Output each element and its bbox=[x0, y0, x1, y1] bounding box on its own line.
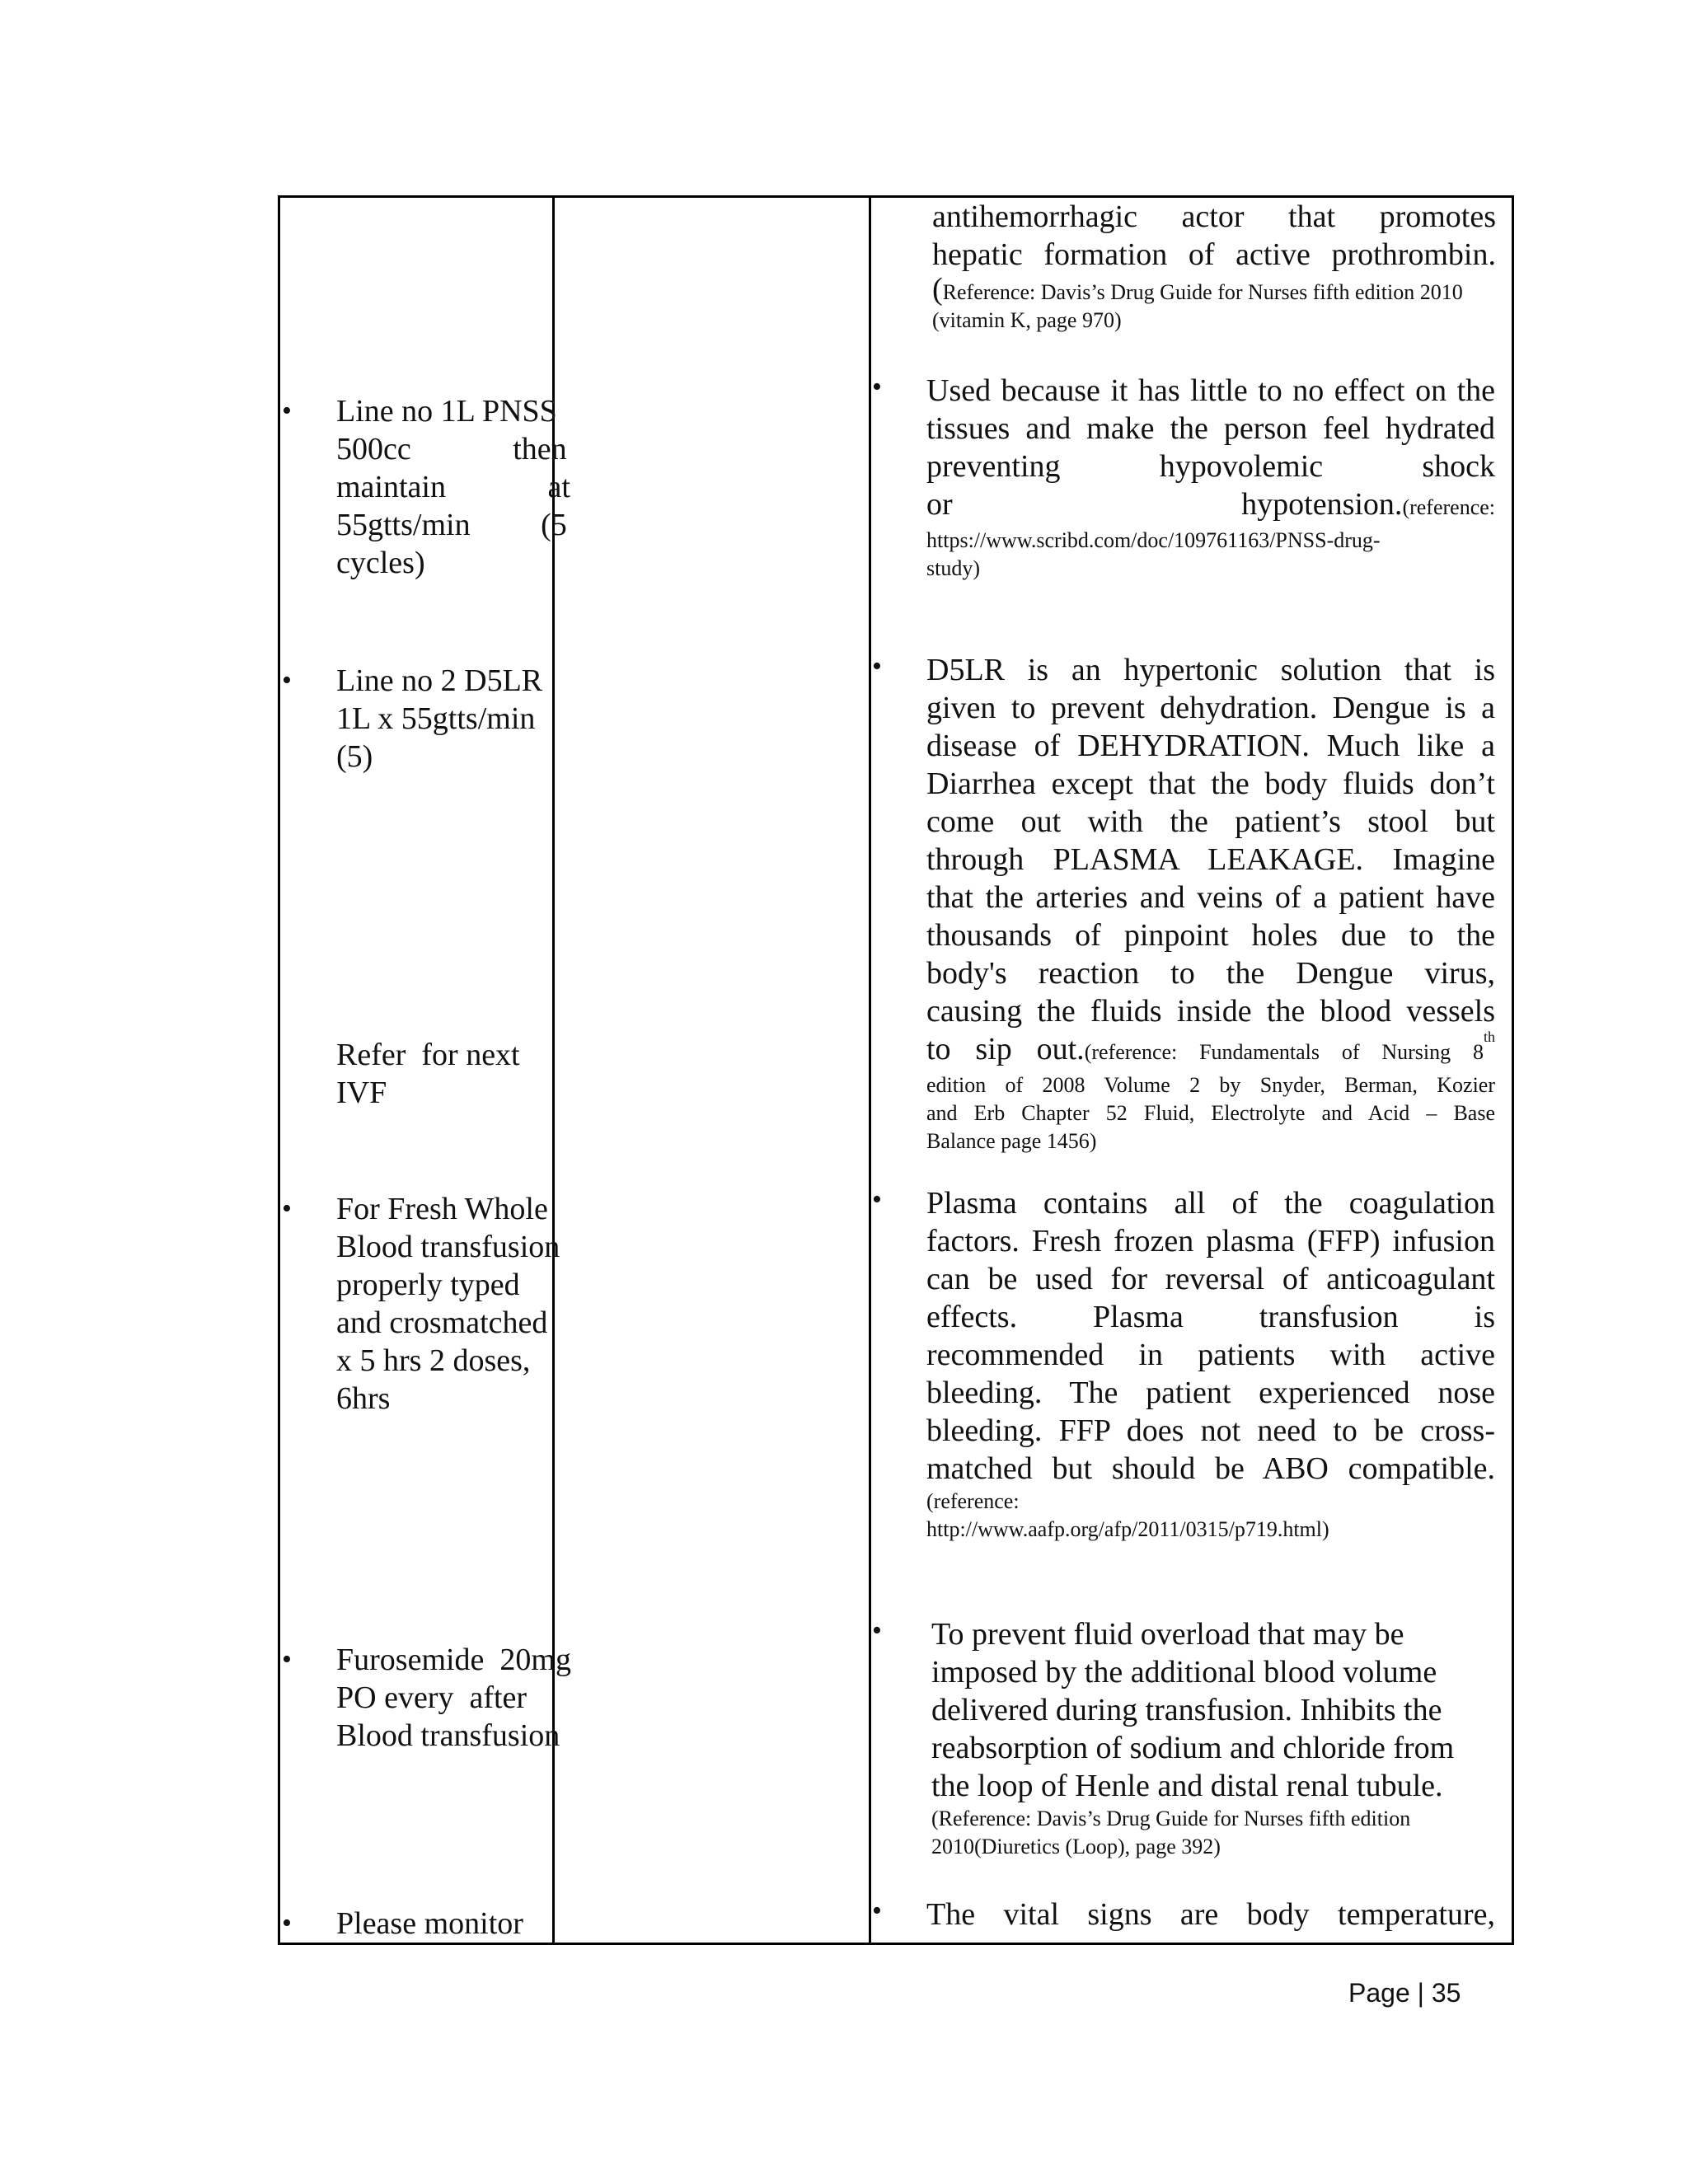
order-text: Please monitor bbox=[336, 1906, 523, 1941]
reference-line: edition of 2008 Volume 2 by Snyder, Berman, Kozier bbox=[926, 1073, 1495, 1097]
bullet-icon: • bbox=[872, 372, 882, 402]
reference-line: http://www.aafp.org/afp/2011/0315/p719.html) bbox=[926, 1517, 1329, 1541]
order-text: Refer for next IVF bbox=[336, 1038, 520, 1110]
rationale-line: disease of DEHYDRATION. Much like a bbox=[926, 729, 1495, 763]
rationale-line: tissues and make the person feel hydrated bbox=[926, 411, 1495, 446]
rationale-line: Diarrhea except that the body fluids don’t bbox=[926, 766, 1495, 801]
rationale-line: the loop of Henle and distal renal tubule. bbox=[931, 1769, 1443, 1803]
reference-line: (Reference: Davis’s Drug Guide for Nurses fifth edition 2010 bbox=[932, 272, 1463, 307]
rationale-line: can be used for reversal of anticoagulant bbox=[926, 1262, 1495, 1296]
rationale-line: antihemorrhagic actor that promotes bbox=[932, 199, 1496, 234]
rationale-line: that the arteries and veins of a patient have bbox=[926, 880, 1495, 915]
rationale-line: or hypotension.(reference: bbox=[926, 487, 1495, 522]
rationale-line: preventing hypovolemic shock bbox=[926, 449, 1495, 484]
rationale-line: Plasma contains all of the coagulation bbox=[926, 1186, 1495, 1221]
order-text: For Fresh Whole Blood transfusion properly typed and crosmatched x 5 hrs 2 doses, 6hrs bbox=[336, 1192, 560, 1416]
reference-line: (vitamin K, page 970) bbox=[932, 308, 1122, 332]
bullet-icon: • bbox=[282, 396, 292, 426]
rationale-line: through PLASMA LEAKAGE. Imagine bbox=[926, 842, 1495, 877]
reference-line: (reference: bbox=[926, 1489, 1020, 1513]
order-text: Line no 2 D5LR 1L x 55gtts/min (5) bbox=[336, 663, 543, 774]
column-divider-2 bbox=[869, 198, 871, 1943]
rationale-line: Used because it has little to no effect on the bbox=[926, 373, 1495, 408]
rationale-line: bleeding. The patient experienced nose bbox=[926, 1376, 1495, 1410]
bullet-icon: • bbox=[872, 1896, 882, 1926]
rationale-line: The vital signs are body temperature, bbox=[926, 1897, 1495, 1932]
order-text: Furosemide 20mg PO every after Blood transfusion bbox=[336, 1643, 571, 1753]
rationale-line: come out with the patient’s stool but bbox=[926, 804, 1495, 839]
bullet-icon: • bbox=[282, 1644, 292, 1675]
rationale-line: causing the fluids inside the blood vessels bbox=[926, 994, 1495, 1029]
reference-line: 2010(Diuretics (Loop), page 392) bbox=[931, 1835, 1221, 1858]
rationale-line: factors. Fresh frozen plasma (FFP) infusion bbox=[926, 1224, 1495, 1258]
rationale-line: given to prevent dehydration. Dengue is a bbox=[926, 691, 1495, 725]
page-number: Page | 35 bbox=[1348, 1978, 1461, 2008]
reference-line: https://www.scribd.com/doc/109761163/PNSS-drug- bbox=[926, 528, 1381, 552]
rationale-line: D5LR is an hypertonic solution that is bbox=[926, 653, 1495, 687]
rationale-line: reabsorption of sodium and chloride from bbox=[931, 1731, 1455, 1765]
reference-line: study) bbox=[926, 556, 980, 580]
bullet-icon: • bbox=[282, 665, 292, 696]
rationale-line: recommended in patients with active bbox=[926, 1338, 1495, 1372]
rationale-line: thousands of pinpoint holes due to the bbox=[926, 918, 1495, 953]
reference-line: Balance page 1456) bbox=[926, 1129, 1097, 1153]
bullet-icon: • bbox=[282, 1908, 292, 1938]
bullet-icon: • bbox=[282, 1193, 292, 1224]
rationale-line: to sip out.(reference: Fundamentals of Nursing 8th bbox=[926, 1029, 1495, 1066]
rationale-line: delivered during transfusion. Inhibits the bbox=[931, 1693, 1442, 1727]
rationale-line: To prevent fluid overload that may be bbox=[931, 1617, 1404, 1652]
rationale-line: bleeding. FFP does not need to be cross- bbox=[926, 1413, 1495, 1448]
bullet-icon: • bbox=[872, 1184, 882, 1215]
order-text: Line no 1L PNSS 500cc then maintain at 55gtts/min (5 cycles) bbox=[336, 394, 570, 580]
rationale-line: effects. Plasma transfusion is bbox=[926, 1300, 1495, 1334]
rationale-line: imposed by the additional blood volume bbox=[931, 1655, 1437, 1690]
reference-line: and Erb Chapter 52 Fluid, Electrolyte and Acid – Base bbox=[926, 1101, 1495, 1125]
bullet-icon: • bbox=[872, 1615, 882, 1646]
bullet-icon: • bbox=[872, 651, 882, 682]
reference-line: (Reference: Davis’s Drug Guide for Nurses fifth edition bbox=[931, 1807, 1411, 1830]
rationale-line: hepatic formation of active prothrombin. bbox=[932, 237, 1496, 272]
rationale-line: body's reaction to the Dengue virus, bbox=[926, 956, 1495, 991]
rationale-line: matched but should be ABO compatible. bbox=[926, 1451, 1495, 1486]
